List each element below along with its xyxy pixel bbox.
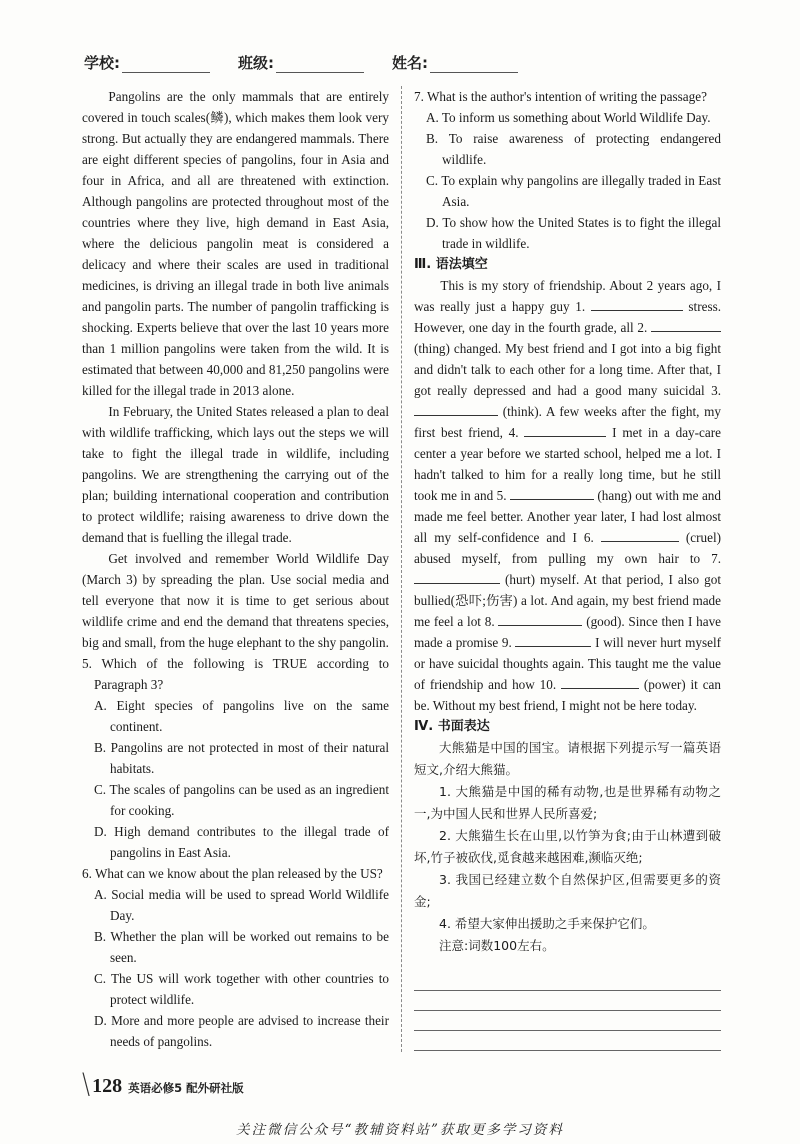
cloze-text: (power) it can be. Without my best friend, I might not be here today.: [414, 677, 722, 713]
class-blank[interactable]: [276, 59, 364, 73]
writing-line[interactable]: [414, 991, 721, 1011]
cloze-blank-2[interactable]: [651, 319, 721, 332]
student-info-header: [84, 52, 734, 78]
school-blank[interactable]: [122, 59, 210, 73]
section-4-title: Ⅳ. 书面表达: [414, 719, 490, 734]
cloze-text: stress. However, one day in the fourth grade, all 2.: [414, 299, 722, 335]
option-d[interactable]: D. To show how the United States is to fight the illegal trade in wildlife.: [426, 215, 721, 251]
right-column: [414, 86, 721, 1051]
option-c[interactable]: C. The US will work together with other countries to protect wildlife.: [94, 971, 389, 1007]
option-d[interactable]: D. More and more people are advised to increase their needs of pangolins.: [94, 1013, 389, 1049]
cloze-text: (cruel) abused myself, from pulling my own hair to 7.: [414, 530, 721, 566]
writing-hint-4: 4. 希望大家伸出援助之手来保护它们。: [439, 916, 655, 931]
option-a[interactable]: A. Eight species of pangolins live on the same continent.: [94, 698, 389, 734]
cloze-blank-1[interactable]: [591, 298, 683, 311]
option-b[interactable]: B. Pangolins are not protected in most of their natural habitats.: [94, 740, 389, 776]
cloze-text: (hang) out with me and made me feel better. Another year later, I had lost almost all my self-confidence and I 6.: [414, 488, 721, 545]
book-title: 英语必修5 配外研社版: [128, 1081, 244, 1095]
writing-prompt: 大熊猫是中国的国宝。请根据下列提示写一篇英语短文,介绍大熊猫。: [414, 740, 721, 777]
cloze-text: (good). Since then I have made a promise 9.: [414, 614, 722, 650]
cloze-text: I will never hurt myself or have suicidal thoughts again. This taught me the value of friendship and how 10.: [414, 635, 722, 692]
footer-slash-icon: \: [82, 1067, 91, 1101]
writing-hint-3: 3. 我国已经建立数个自然保护区,但需要更多的资金;: [414, 872, 721, 909]
cloze-blank-4[interactable]: [524, 424, 606, 437]
question-5: [82, 653, 389, 863]
option-a[interactable]: A. Social media will be used to spread World Wildlife Day.: [94, 887, 389, 923]
passage-paragraph-1: Pangolins are the only mammals that are entirely covered in touch scales(鳞), which makes them look very strong. But actually they are endangered mammals. There are eight different species of pangolins, four in Asia and four in Africa, and all are threatened with extinction. Although pangolins are protected throughout most of the countries where they live, high demand in East Asia, where the delicious pangolin meat is considered a delicacy and where their scales are used in traditional medicines, is driving an illegal trade in both live animals and pangolin parts. The number of pangolin trafficking is shocking. Experts believe that over the last 10 years more than 1 million pangolins were taken from the wild. It is estimated that between 40,000 and 81,250 pangolins were killed for the illegal trade in 2013 alone.: [82, 89, 389, 398]
school-label: 学校:: [84, 54, 120, 72]
name-blank[interactable]: [430, 59, 518, 73]
class-field[interactable]: [238, 52, 364, 73]
option-c[interactable]: C. To explain why pangolins are illegally traded in East Asia.: [426, 173, 721, 209]
question-stem: 7. What is the author's intention of writing the passage?: [414, 89, 707, 104]
cloze-text: (thing) changed. My best friend and I got into a big fight and didn't talk to each other for a long time. After that, I got really depressed and had a good many suicidal 3.: [414, 341, 721, 398]
cloze-blank-6[interactable]: [601, 529, 679, 542]
writing-hint-1: 1. 大熊猫是中国的稀有动物,也是世界稀有动物之一,为中国人民和世界人民所喜爱;: [414, 784, 721, 821]
name-field[interactable]: [392, 52, 518, 73]
class-label: 班级:: [238, 54, 274, 72]
option-a[interactable]: A. To inform us something about World Wildlife Day.: [426, 110, 711, 125]
question-7: [414, 86, 721, 254]
writing-hint-2: 2. 大熊猫生长在山里,以竹笋为食;由于山林遭到破坏,竹子被砍伐,觅食越来越困难,濒临灭绝;: [414, 828, 721, 865]
question-stem: 6. What can we know about the plan released by the US?: [82, 866, 383, 881]
watermark-text: 关注微信公众号“教辅资料站”获取更多学习资料: [236, 1122, 564, 1138]
cloze-text: (think). A few weeks after the fight, my first best friend, 4.: [414, 404, 721, 440]
writing-note: 注意:词数100左右。: [439, 938, 555, 953]
cloze-text: This is my story of friendship. About 2 years ago, I was really just a happy guy 1.: [414, 278, 721, 314]
cloze-blank-7[interactable]: [414, 571, 500, 584]
cloze-blank-3[interactable]: [414, 403, 498, 416]
question-6: [82, 863, 389, 1052]
name-label: 姓名:: [392, 54, 428, 72]
writing-line[interactable]: [414, 1011, 721, 1031]
cloze-blank-5[interactable]: [510, 487, 594, 500]
option-c[interactable]: C. The scales of pangolins can be used as an ingredient for cooking.: [94, 782, 389, 818]
page-footer: [82, 1067, 244, 1101]
cloze-blank-10[interactable]: [561, 676, 639, 689]
passage-paragraph-3: Get involved and remember World Wildlife Day (March 3) by spreading the plan. Use social media and tell everyone that now it is time to get serious about wildlife crime and end the demand that threatens species, big and small, from the huge elephant to the shy pangolin.: [82, 551, 389, 650]
school-field[interactable]: [84, 52, 210, 73]
cloze-passage: [414, 275, 721, 716]
column-divider: [401, 86, 402, 1052]
left-column: [82, 86, 389, 1052]
passage-paragraph-2: In February, the United States released a plan to deal with wildlife trafficking, which lays out the steps we will take to fight the illegal trade in wildlife, including pangolins. We are strengthening the carrying out of the plan; building international cooperation and contribution to protect wildlife; raising awareness to drive down the demand that is fuelling the illegal trade.: [82, 404, 389, 545]
page-number: 128: [92, 1075, 123, 1097]
cloze-blank-9[interactable]: [515, 634, 591, 647]
writing-area[interactable]: [414, 971, 721, 1051]
cloze-text: (hurt) myself. At that period, I also got bullied(恐吓;伤害) a lot. And again, my best friend made me feel a lot 8.: [414, 572, 722, 629]
option-b[interactable]: B. Whether the plan will be worked out remains to be seen.: [94, 929, 389, 965]
question-stem: 5. Which of the following is TRUE according to Paragraph 3?: [82, 656, 389, 692]
writing-line[interactable]: [414, 971, 721, 991]
cloze-text: I met in a day-care center a year before we started school, helped me a lot. I hadn't talked to him for a really long time, but he still took me in and 5.: [414, 425, 721, 503]
option-b[interactable]: B. To raise awareness of protecting endangered wildlife.: [426, 131, 721, 167]
writing-line[interactable]: [414, 1031, 721, 1051]
section-3-title: Ⅲ. 语法填空: [414, 257, 488, 272]
option-d[interactable]: D. High demand contributes to the illegal trade of pangolins in East Asia.: [94, 824, 389, 860]
cloze-blank-8[interactable]: [498, 613, 582, 626]
